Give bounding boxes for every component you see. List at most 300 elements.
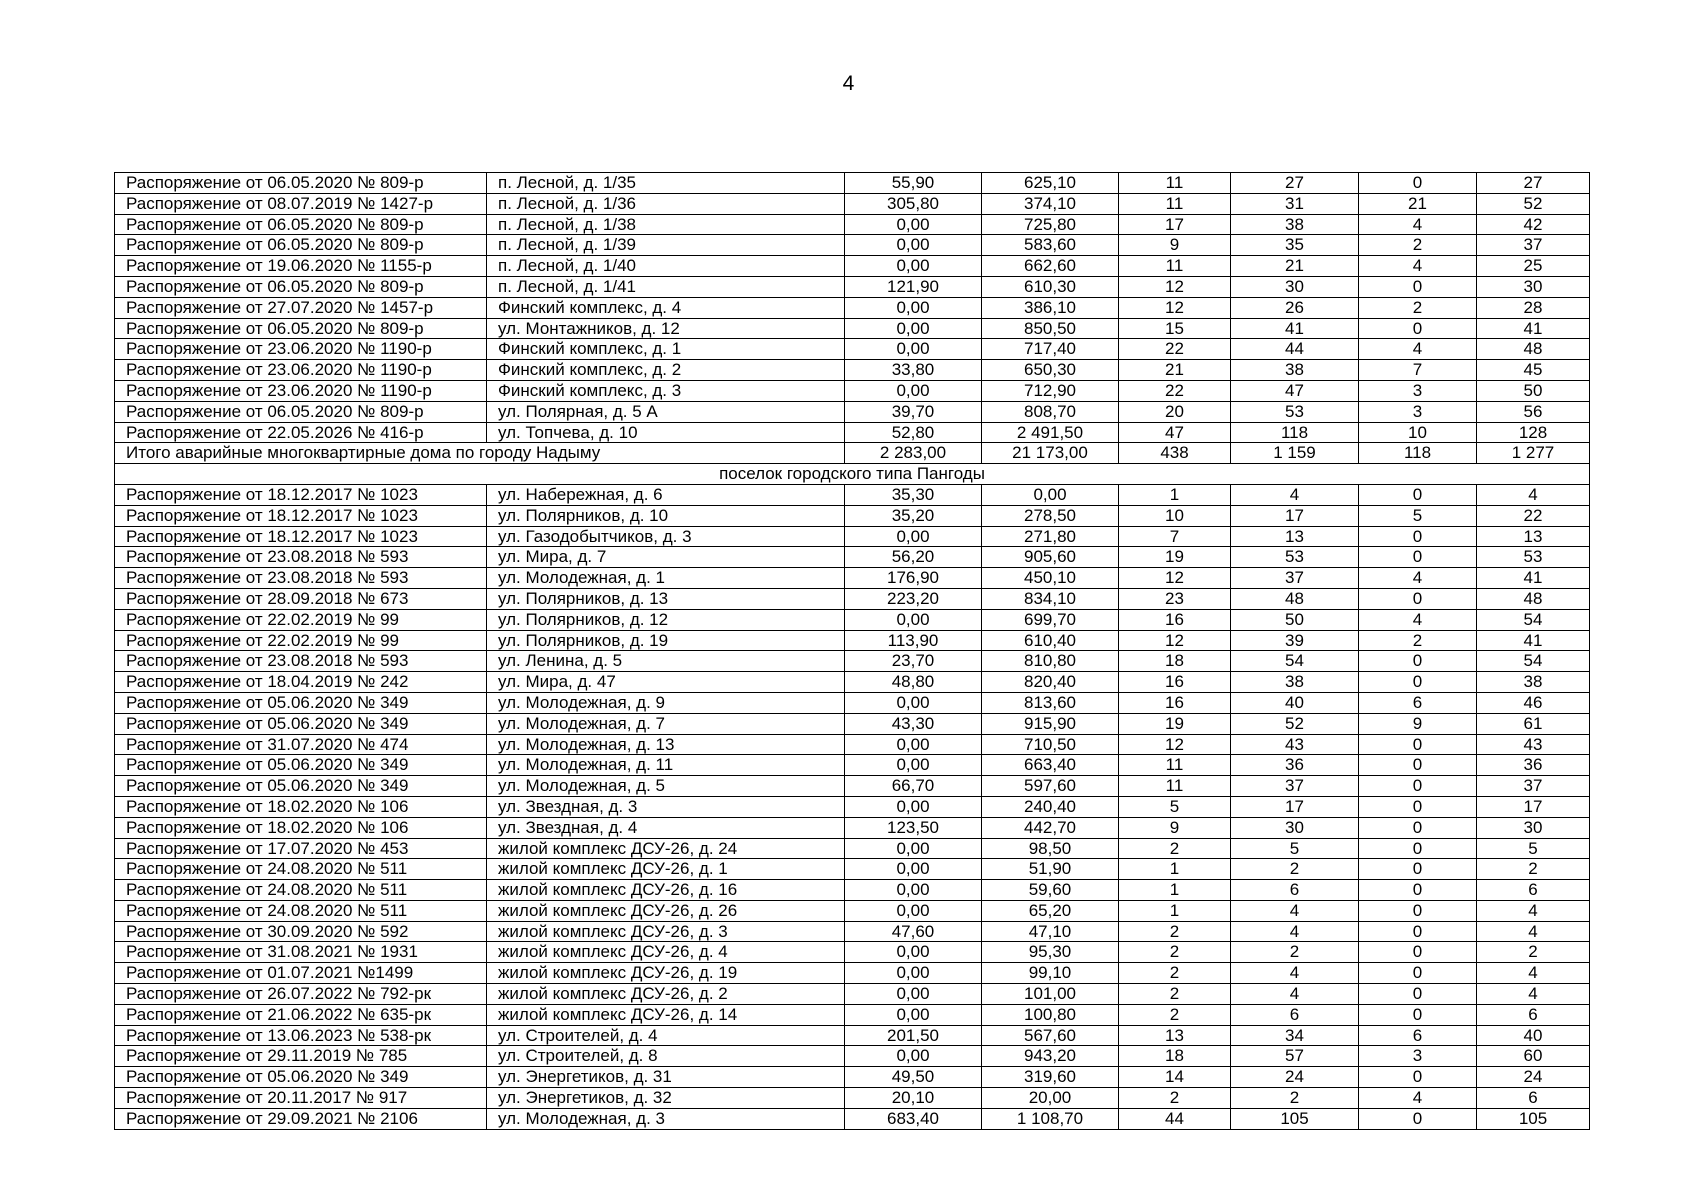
address-cell: ул. Звездная, д. 4 (487, 817, 845, 838)
table-row (115, 505, 1590, 526)
count-cell-2: 26 (1231, 297, 1359, 318)
count-cell-4: 13 (1477, 526, 1590, 547)
area-cell-1: 43,30 (845, 713, 982, 734)
count-cell-2: 50 (1231, 609, 1359, 630)
count-cell-2: 53 (1231, 547, 1359, 568)
count-cell-3: 0 (1359, 880, 1477, 901)
document-cell: Распоряжение от 05.06.2020 № 349 (115, 1067, 487, 1088)
area-cell-2: 597,60 (982, 776, 1119, 797)
count-cell-1: 1 (1119, 880, 1231, 901)
address-cell: Финский комплекс, д. 3 (487, 380, 845, 401)
document-cell: Распоряжение от 22.02.2019 № 99 (115, 630, 487, 651)
address-cell: ул. Строителей, д. 4 (487, 1025, 845, 1046)
area-cell-1: 0,00 (845, 1004, 982, 1025)
count-cell-4: 48 (1477, 588, 1590, 609)
area-cell-2: 240,40 (982, 796, 1119, 817)
table-row (115, 734, 1590, 755)
count-cell-3: 0 (1359, 318, 1477, 339)
area-cell-1: 123,50 (845, 817, 982, 838)
count-cell-4: 48 (1477, 339, 1590, 360)
area-cell-2: 65,20 (982, 900, 1119, 921)
address-cell: жилой комплекс ДСУ-26, д. 3 (487, 921, 845, 942)
count-cell-4: 46 (1477, 692, 1590, 713)
document-cell: Распоряжение от 22.02.2019 № 99 (115, 609, 487, 630)
count-cell-1: 22 (1119, 339, 1231, 360)
table-row (115, 1046, 1590, 1067)
count-cell-2: 118 (1231, 422, 1359, 443)
address-cell: ул. Звездная, д. 3 (487, 796, 845, 817)
area-cell-1: 0,00 (845, 880, 982, 901)
area-cell-2: 808,70 (982, 401, 1119, 422)
document-cell: Распоряжение от 23.08.2018 № 593 (115, 651, 487, 672)
table-row (115, 276, 1590, 297)
address-cell: ул. Полярников, д. 10 (487, 505, 845, 526)
area-cell-1: 0,00 (845, 963, 982, 984)
count-cell-3: 6 (1359, 692, 1477, 713)
table-row (115, 422, 1590, 443)
count-cell-2: 41 (1231, 318, 1359, 339)
area-cell-1: 0,00 (845, 838, 982, 859)
count-cell-3: 5 (1359, 505, 1477, 526)
count-cell-4: 42 (1477, 214, 1590, 235)
area-cell-2: 101,00 (982, 984, 1119, 1005)
area-cell-1: 0,00 (845, 1046, 982, 1067)
count-cell-4: 4 (1477, 963, 1590, 984)
document-cell: Распоряжение от 27.07.2020 № 1457-р (115, 297, 487, 318)
area-cell-2: 450,10 (982, 568, 1119, 589)
area-cell-2: 319,60 (982, 1067, 1119, 1088)
address-cell: п. Лесной, д. 1/41 (487, 276, 845, 297)
table-row (115, 963, 1590, 984)
address-cell: ул. Молодежная, д. 3 (487, 1108, 845, 1129)
area-cell-2: 2 491,50 (982, 422, 1119, 443)
document-cell: Распоряжение от 18.12.2017 № 1023 (115, 505, 487, 526)
count-cell-4: 28 (1477, 297, 1590, 318)
document-cell: Распоряжение от 01.07.2021 №1499 (115, 963, 487, 984)
table-row (115, 1108, 1590, 1129)
count-cell-3: 0 (1359, 526, 1477, 547)
count-cell-4: 4 (1477, 484, 1590, 505)
count-cell-3: 6 (1359, 1025, 1477, 1046)
area-cell-2: 710,50 (982, 734, 1119, 755)
count-cell-2: 2 (1231, 859, 1359, 880)
count-cell-3: 2 (1359, 630, 1477, 651)
count-cell-2: 6 (1231, 880, 1359, 901)
count-cell-4: 6 (1477, 1088, 1590, 1109)
area-cell-2: 100,80 (982, 1004, 1119, 1025)
address-cell: Финский комплекс, д. 2 (487, 360, 845, 381)
area-cell-2: 662,60 (982, 256, 1119, 277)
count-cell-2: 48 (1231, 588, 1359, 609)
count-cell-1: 2 (1119, 1004, 1231, 1025)
area-cell-1: 0,00 (845, 235, 982, 256)
count-cell-3: 3 (1359, 401, 1477, 422)
count-cell-3: 4 (1359, 339, 1477, 360)
count-cell-2: 4 (1231, 921, 1359, 942)
count-cell-2: 35 (1231, 235, 1359, 256)
count-cell-4: 56 (1477, 401, 1590, 422)
count-cell-1: 1 (1119, 859, 1231, 880)
table-row (115, 256, 1590, 277)
count-cell-2: 105 (1231, 1108, 1359, 1129)
count-cell-4: 5 (1477, 838, 1590, 859)
area-cell-1: 0,00 (845, 942, 982, 963)
count-cell-1: 7 (1119, 526, 1231, 547)
address-cell: жилой комплекс ДСУ-26, д. 4 (487, 942, 845, 963)
total-count-cell-2: 1 159 (1231, 443, 1359, 464)
address-cell: п. Лесной, д. 1/39 (487, 235, 845, 256)
area-cell-1: 0,00 (845, 734, 982, 755)
address-cell: жилой комплекс ДСУ-26, д. 19 (487, 963, 845, 984)
count-cell-1: 12 (1119, 734, 1231, 755)
count-cell-3: 0 (1359, 734, 1477, 755)
table-row (115, 297, 1590, 318)
count-cell-1: 11 (1119, 755, 1231, 776)
area-cell-2: 0,00 (982, 484, 1119, 505)
document-cell: Распоряжение от 30.09.2020 № 592 (115, 921, 487, 942)
document-cell: Распоряжение от 18.12.2017 № 1023 (115, 484, 487, 505)
count-cell-1: 2 (1119, 1088, 1231, 1109)
count-cell-4: 2 (1477, 859, 1590, 880)
count-cell-1: 13 (1119, 1025, 1231, 1046)
count-cell-3: 0 (1359, 796, 1477, 817)
count-cell-2: 53 (1231, 401, 1359, 422)
count-cell-1: 10 (1119, 505, 1231, 526)
count-cell-4: 25 (1477, 256, 1590, 277)
count-cell-4: 105 (1477, 1108, 1590, 1129)
count-cell-2: 17 (1231, 505, 1359, 526)
area-cell-2: 610,30 (982, 276, 1119, 297)
table-row (115, 942, 1590, 963)
count-cell-4: 37 (1477, 776, 1590, 797)
count-cell-4: 43 (1477, 734, 1590, 755)
table-row (115, 900, 1590, 921)
area-cell-2: 699,70 (982, 609, 1119, 630)
count-cell-4: 40 (1477, 1025, 1590, 1046)
area-cell-1: 0,00 (845, 755, 982, 776)
count-cell-1: 22 (1119, 380, 1231, 401)
table-row (115, 214, 1590, 235)
area-cell-2: 717,40 (982, 339, 1119, 360)
area-cell-2: 834,10 (982, 588, 1119, 609)
count-cell-3: 0 (1359, 963, 1477, 984)
area-cell-1: 683,40 (845, 1108, 982, 1129)
count-cell-3: 4 (1359, 214, 1477, 235)
area-cell-2: 625,10 (982, 173, 1119, 194)
area-cell-2: 278,50 (982, 505, 1119, 526)
count-cell-4: 36 (1477, 755, 1590, 776)
address-cell: Финский комплекс, д. 4 (487, 297, 845, 318)
count-cell-4: 4 (1477, 984, 1590, 1005)
table-row (115, 672, 1590, 693)
table-row (115, 630, 1590, 651)
count-cell-4: 54 (1477, 651, 1590, 672)
area-cell-2: 610,40 (982, 630, 1119, 651)
document-cell: Распоряжение от 06.05.2020 № 809-р (115, 173, 487, 194)
table-row (115, 360, 1590, 381)
emergency-housing-table (114, 172, 1590, 1130)
count-cell-1: 19 (1119, 547, 1231, 568)
count-cell-3: 4 (1359, 609, 1477, 630)
area-cell-1: 39,70 (845, 401, 982, 422)
document-cell: Распоряжение от 24.08.2020 № 511 (115, 880, 487, 901)
count-cell-2: 4 (1231, 963, 1359, 984)
area-cell-1: 33,80 (845, 360, 982, 381)
count-cell-1: 12 (1119, 276, 1231, 297)
count-cell-3: 0 (1359, 755, 1477, 776)
count-cell-2: 34 (1231, 1025, 1359, 1046)
address-cell: ул. Полярников, д. 19 (487, 630, 845, 651)
count-cell-4: 128 (1477, 422, 1590, 443)
area-cell-2: 442,70 (982, 817, 1119, 838)
count-cell-4: 4 (1477, 900, 1590, 921)
document-cell: Распоряжение от 06.05.2020 № 809-р (115, 214, 487, 235)
count-cell-1: 5 (1119, 796, 1231, 817)
area-cell-1: 201,50 (845, 1025, 982, 1046)
area-cell-1: 121,90 (845, 276, 982, 297)
total-area-cell-1: 2 283,00 (845, 443, 982, 464)
count-cell-1: 11 (1119, 193, 1231, 214)
area-cell-1: 56,20 (845, 547, 982, 568)
count-cell-2: 5 (1231, 838, 1359, 859)
count-cell-1: 20 (1119, 401, 1231, 422)
table-body (115, 173, 1590, 1130)
count-cell-3: 0 (1359, 651, 1477, 672)
document-cell: Распоряжение от 29.09.2021 № 2106 (115, 1108, 487, 1129)
area-cell-2: 820,40 (982, 672, 1119, 693)
count-cell-2: 27 (1231, 173, 1359, 194)
address-cell: жилой комплекс ДСУ-26, д. 2 (487, 984, 845, 1005)
area-cell-1: 0,00 (845, 900, 982, 921)
count-cell-1: 12 (1119, 297, 1231, 318)
count-cell-3: 0 (1359, 942, 1477, 963)
document-cell: Распоряжение от 06.05.2020 № 809-р (115, 276, 487, 297)
document-cell: Распоряжение от 24.08.2020 № 511 (115, 859, 487, 880)
count-cell-1: 47 (1119, 422, 1231, 443)
document-cell: Распоряжение от 23.06.2020 № 1190-р (115, 380, 487, 401)
document-cell: Распоряжение от 23.06.2020 № 1190-р (115, 339, 487, 360)
count-cell-3: 0 (1359, 776, 1477, 797)
table-row (115, 1067, 1590, 1088)
address-cell: ул. Молодежная, д. 7 (487, 713, 845, 734)
table-row (115, 318, 1590, 339)
count-cell-2: 4 (1231, 484, 1359, 505)
count-cell-4: 37 (1477, 235, 1590, 256)
document-cell: Распоряжение от 19.06.2020 № 1155-р (115, 256, 487, 277)
document-cell: Распоряжение от 06.05.2020 № 809-р (115, 318, 487, 339)
count-cell-2: 37 (1231, 776, 1359, 797)
address-cell: ул. Набережная, д. 6 (487, 484, 845, 505)
area-cell-1: 52,80 (845, 422, 982, 443)
count-cell-1: 2 (1119, 838, 1231, 859)
table-row (115, 547, 1590, 568)
document-cell: Распоряжение от 24.08.2020 № 511 (115, 900, 487, 921)
document-cell: Распоряжение от 23.08.2018 № 593 (115, 568, 487, 589)
area-cell-1: 223,20 (845, 588, 982, 609)
address-cell: ул. Молодежная, д. 13 (487, 734, 845, 755)
table-row (115, 817, 1590, 838)
count-cell-2: 44 (1231, 339, 1359, 360)
table-row (115, 339, 1590, 360)
count-cell-4: 50 (1477, 380, 1590, 401)
document-cell: Распоряжение от 18.12.2017 № 1023 (115, 526, 487, 547)
area-cell-1: 0,00 (845, 297, 982, 318)
count-cell-1: 16 (1119, 609, 1231, 630)
count-cell-1: 23 (1119, 588, 1231, 609)
count-cell-3: 21 (1359, 193, 1477, 214)
total-label: Итого аварийные многоквартирные дома по городу Надыму (115, 443, 845, 464)
section-row (115, 464, 1590, 485)
count-cell-2: 36 (1231, 755, 1359, 776)
count-cell-1: 1 (1119, 900, 1231, 921)
area-cell-1: 0,00 (845, 380, 982, 401)
count-cell-4: 61 (1477, 713, 1590, 734)
address-cell: ул. Молодежная, д. 5 (487, 776, 845, 797)
area-cell-2: 810,80 (982, 651, 1119, 672)
area-cell-2: 943,20 (982, 1046, 1119, 1067)
count-cell-4: 38 (1477, 672, 1590, 693)
area-cell-1: 35,20 (845, 505, 982, 526)
area-cell-2: 95,30 (982, 942, 1119, 963)
count-cell-4: 45 (1477, 360, 1590, 381)
document-cell: Распоряжение от 13.06.2023 № 538-рк (115, 1025, 487, 1046)
count-cell-2: 38 (1231, 360, 1359, 381)
count-cell-1: 15 (1119, 318, 1231, 339)
address-cell: п. Лесной, д. 1/36 (487, 193, 845, 214)
address-cell: жилой комплекс ДСУ-26, д. 26 (487, 900, 845, 921)
count-cell-3: 3 (1359, 1046, 1477, 1067)
address-cell: ул. Энергетиков, д. 31 (487, 1067, 845, 1088)
document-cell: Распоряжение от 05.06.2020 № 349 (115, 713, 487, 734)
count-cell-3: 2 (1359, 235, 1477, 256)
address-cell: п. Лесной, д. 1/35 (487, 173, 845, 194)
address-cell: ул. Энергетиков, д. 32 (487, 1088, 845, 1109)
table-row (115, 984, 1590, 1005)
count-cell-3: 0 (1359, 984, 1477, 1005)
address-cell: ул. Полярная, д. 5 А (487, 401, 845, 422)
area-cell-1: 23,70 (845, 651, 982, 672)
count-cell-1: 9 (1119, 817, 1231, 838)
area-cell-2: 650,30 (982, 360, 1119, 381)
document-cell: Распоряжение от 23.08.2018 № 593 (115, 547, 487, 568)
document-cell: Распоряжение от 23.06.2020 № 1190-р (115, 360, 487, 381)
address-cell: жилой комплекс ДСУ-26, д. 24 (487, 838, 845, 859)
address-cell: ул. Молодежная, д. 11 (487, 755, 845, 776)
area-cell-1: 0,00 (845, 214, 982, 235)
area-cell-1: 176,90 (845, 568, 982, 589)
total-count-cell-1: 438 (1119, 443, 1231, 464)
address-cell: ул. Молодежная, д. 1 (487, 568, 845, 589)
document-cell: Распоряжение от 05.06.2020 № 349 (115, 776, 487, 797)
table-row (115, 380, 1590, 401)
count-cell-2: 4 (1231, 984, 1359, 1005)
count-cell-3: 0 (1359, 1067, 1477, 1088)
count-cell-2: 47 (1231, 380, 1359, 401)
table-row (115, 859, 1590, 880)
count-cell-3: 3 (1359, 380, 1477, 401)
total-area-cell-2: 21 173,00 (982, 443, 1119, 464)
count-cell-2: 38 (1231, 672, 1359, 693)
count-cell-4: 24 (1477, 1067, 1590, 1088)
table-row (115, 838, 1590, 859)
document-cell: Распоряжение от 18.04.2019 № 242 (115, 672, 487, 693)
count-cell-4: 41 (1477, 568, 1590, 589)
count-cell-4: 41 (1477, 318, 1590, 339)
address-cell: жилой комплекс ДСУ-26, д. 1 (487, 859, 845, 880)
table-row (115, 1025, 1590, 1046)
area-cell-2: 850,50 (982, 318, 1119, 339)
area-cell-2: 386,10 (982, 297, 1119, 318)
count-cell-4: 54 (1477, 609, 1590, 630)
count-cell-1: 16 (1119, 672, 1231, 693)
table-row (115, 921, 1590, 942)
count-cell-2: 6 (1231, 1004, 1359, 1025)
count-cell-2: 30 (1231, 276, 1359, 297)
count-cell-4: 4 (1477, 921, 1590, 942)
count-cell-2: 4 (1231, 900, 1359, 921)
document-cell: Распоряжение от 26.07.2022 № 792-рк (115, 984, 487, 1005)
address-cell: п. Лесной, д. 1/38 (487, 214, 845, 235)
document-cell: Распоряжение от 06.05.2020 № 809-р (115, 401, 487, 422)
area-cell-2: 712,90 (982, 380, 1119, 401)
area-cell-2: 98,50 (982, 838, 1119, 859)
count-cell-4: 52 (1477, 193, 1590, 214)
area-cell-1: 0,00 (845, 796, 982, 817)
area-cell-1: 55,90 (845, 173, 982, 194)
count-cell-3: 0 (1359, 276, 1477, 297)
count-cell-3: 0 (1359, 547, 1477, 568)
area-cell-1: 20,10 (845, 1088, 982, 1109)
document-cell: Распоряжение от 29.11.2019 № 785 (115, 1046, 487, 1067)
count-cell-3: 10 (1359, 422, 1477, 443)
table-row (115, 692, 1590, 713)
document-cell: Распоряжение от 18.02.2020 № 106 (115, 817, 487, 838)
count-cell-4: 30 (1477, 817, 1590, 838)
count-cell-2: 24 (1231, 1067, 1359, 1088)
count-cell-3: 0 (1359, 588, 1477, 609)
address-cell: Финский комплекс, д. 1 (487, 339, 845, 360)
count-cell-3: 4 (1359, 568, 1477, 589)
count-cell-2: 37 (1231, 568, 1359, 589)
count-cell-3: 9 (1359, 713, 1477, 734)
area-cell-1: 0,00 (845, 339, 982, 360)
count-cell-3: 0 (1359, 173, 1477, 194)
count-cell-3: 0 (1359, 672, 1477, 693)
table-row (115, 173, 1590, 194)
area-cell-1: 0,00 (845, 692, 982, 713)
area-cell-1: 47,60 (845, 921, 982, 942)
table-row (115, 235, 1590, 256)
count-cell-2: 39 (1231, 630, 1359, 651)
area-cell-2: 51,90 (982, 859, 1119, 880)
count-cell-1: 11 (1119, 173, 1231, 194)
table-row (115, 651, 1590, 672)
address-cell: ул. Мира, д. 47 (487, 672, 845, 693)
count-cell-2: 57 (1231, 1046, 1359, 1067)
document-cell: Распоряжение от 08.07.2019 № 1427-р (115, 193, 487, 214)
area-cell-2: 59,60 (982, 880, 1119, 901)
area-cell-2: 915,90 (982, 713, 1119, 734)
count-cell-1: 44 (1119, 1108, 1231, 1129)
count-cell-3: 0 (1359, 1004, 1477, 1025)
count-cell-3: 4 (1359, 1088, 1477, 1109)
count-cell-3: 0 (1359, 1108, 1477, 1129)
area-cell-1: 66,70 (845, 776, 982, 797)
count-cell-1: 18 (1119, 651, 1231, 672)
table-row (115, 484, 1590, 505)
address-cell: жилой комплекс ДСУ-26, д. 14 (487, 1004, 845, 1025)
area-cell-1: 0,00 (845, 256, 982, 277)
